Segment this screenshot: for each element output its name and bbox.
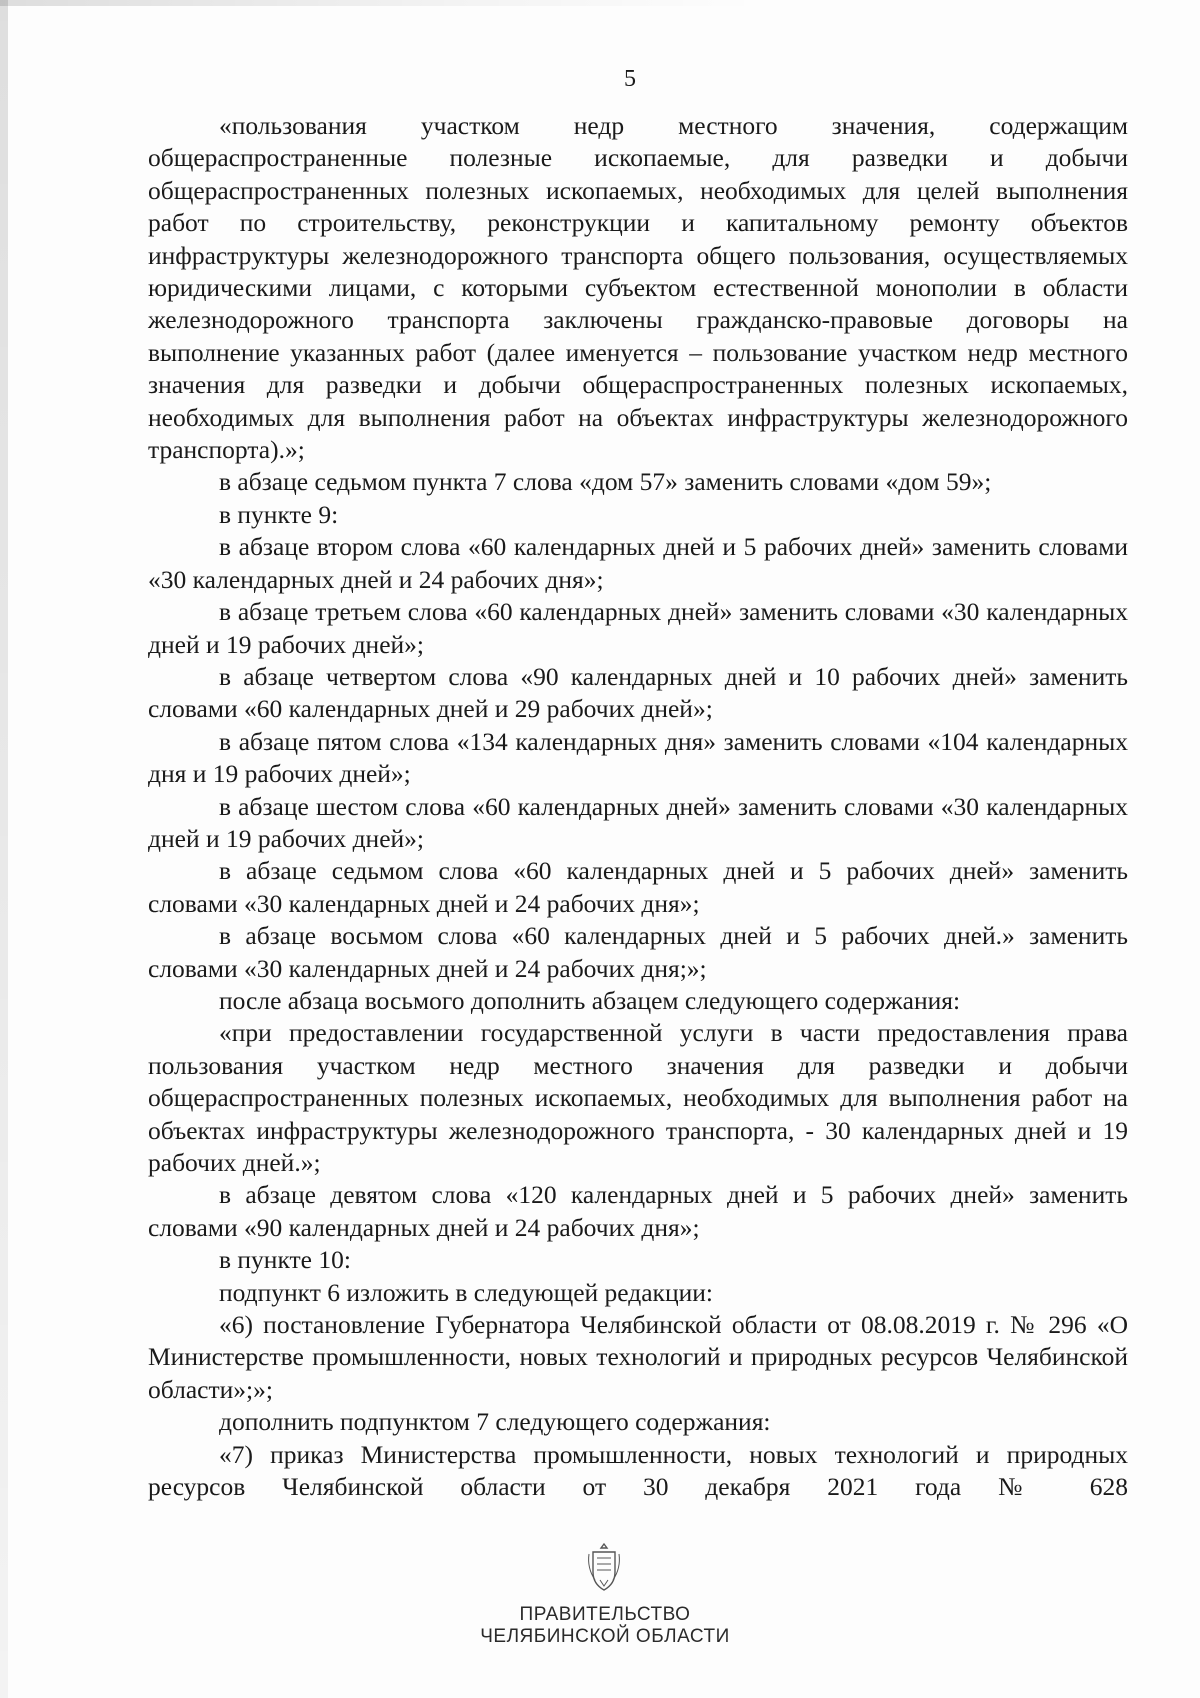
paragraph: «6) постановление Губернатора Челябинской области от 08.08.2019 г. № 296 «О Министерстве промышленности, новых технологий и природных ресурсов Челябинской области»;»; [148,1310,1128,1404]
stamp-line-2: ЧЕЛЯБИНСКОЙ ОБЛАСТИ [480,1626,730,1647]
document-body [148,110,1128,1503]
paragraph: в абзаце девятом слова «120 календарных дней и 5 рабочих дней» заменить словами «90 календарных дней и 24 рабочих дня»; [148,1180,1128,1242]
paragraph: в пункте 9: [219,499,339,529]
paragraph: «7) приказ Министерства промышленности, новых технологий и природных ресурсов Челябинской области от 30 декабря 2021 года № 628 [148,1439,1128,1502]
paragraph: в пункте 10: [219,1245,351,1275]
paragraph: дополнить подпунктом 7 следующего содержания: [219,1407,771,1437]
paragraph: в абзаце восьмом слова «60 календарных дней и 5 рабочих дней.» заменить словами «30 календарных дней и 24 рабочих дня;»; [148,921,1128,983]
scan-edge-left [0,0,8,1698]
paragraph: после абзаца восьмого дополнить абзацем следующего содержания: [219,985,961,1015]
paragraph: «при предоставлении государственной услуги в части предоставления права пользования участком недр местного значения для разведки и добычи общераспространенных полезных ископаемых, необходимых для выполнения работ на объектах инфраструктуры железнодорожного транспорта, - 30 календарных дней и 19 рабочих дней.»; [148,1018,1128,1177]
scan-edge-top [0,0,760,6]
coat-of-arms-icon [585,1540,623,1596]
paragraph: в абзаце третьем слова «60 календарных дней» заменить словами «30 календарных дней и 19 рабочих дней»; [148,597,1128,659]
paragraph: в абзаце четвертом слова «90 календарных дней и 10 рабочих дней» заменить словами «60 календарных дней и 29 рабочих дней»; [148,661,1128,724]
paragraph: «пользования участком недр местного значения, содержащим общераспространенные полезные ископаемые, для разведки и добычи общераспространенных полезных ископаемых, необходимых для целей выполнения работ по строительству, реконструкции и капитальному ремонту объектов инфраструктуры железнодорожного транспорта общего пользования, осуществляемых юридическими лицами, с которыми субъектом естественной монополии в области железнодорожного транспорта заключены гражданско-правовые договоры на выполнение указанных работ (далее именуется – пользование участком недр местного значения для разведки и добычи общераспространенных полезных ископаемых, необходимых для выполнения работ на объектах инфраструктуры железнодорожного транспорта).»; [148,111,1128,465]
paragraph: подпункт 6 изложить в следующей редакции: [219,1277,713,1307]
paragraph: в абзаце седьмом слова «60 календарных дней и 5 рабочих дней» заменить словами «30 календарных дней и 24 рабочих дня»; [148,856,1128,918]
organization-stamp [450,1604,760,1648]
stamp-line-1: ПРАВИТЕЛЬСТВО [519,1604,691,1625]
paragraph: в абзаце седьмом пункта 7 слова «дом 57» заменить словами «дом 59»; [219,467,992,497]
paragraph: в абзаце втором слова «60 календарных дней и 5 рабочих дней» заменить словами «30 календарных дней и 24 рабочих дня»; [148,532,1128,594]
page-number: 5 [624,66,636,92]
paragraph: в абзаце пятом слова «134 календарных дня» заменить словами «104 календарных дня и 19 рабочих дней»; [148,726,1128,789]
paragraph: в абзаце шестом слова «60 календарных дней» заменить словами «30 календарных дней и 19 рабочих дней»; [148,791,1128,853]
